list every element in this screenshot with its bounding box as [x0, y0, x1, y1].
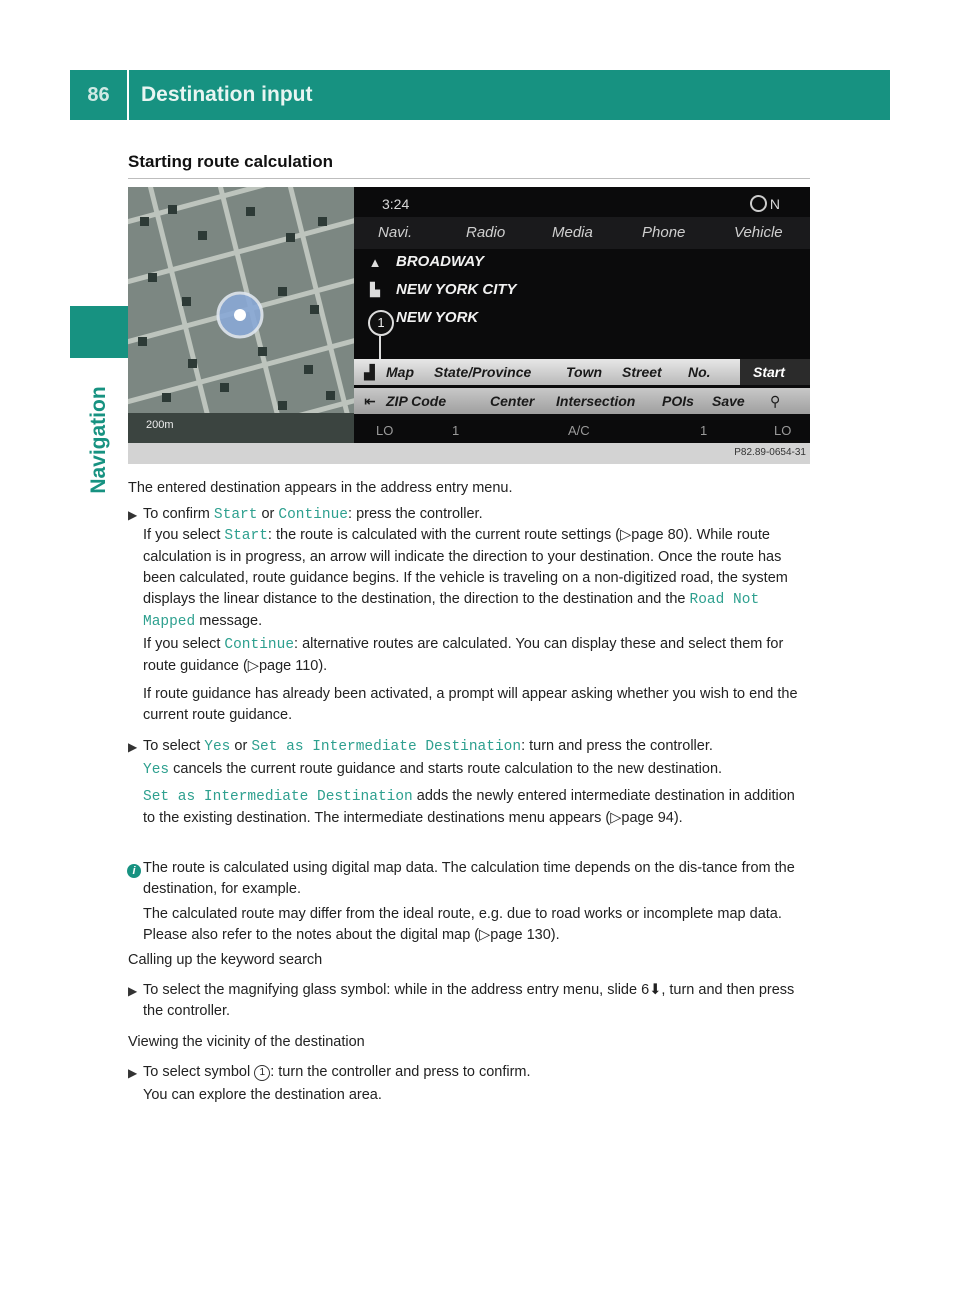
menu-tab-media[interactable]: Media: [552, 224, 593, 241]
destination-street: BROADWAY: [396, 253, 485, 270]
section-title: Starting route calculation: [128, 152, 333, 171]
page-ref-icon: ▷: [610, 810, 622, 826]
text-run: To confirm: [143, 506, 214, 522]
start-button-label: Start: [753, 364, 785, 380]
text-run: If you select: [143, 527, 225, 543]
vicinity-icon[interactable]: ▟: [364, 364, 375, 380]
text-run: , turn and then press the controller.: [143, 982, 795, 1019]
main-menu-bar: [354, 217, 810, 249]
paragraph-explore: You can explore the destination area.: [143, 1087, 382, 1103]
intro-paragraph: The entered destination appears in the address entry menu.: [128, 480, 513, 496]
option-number[interactable]: No.: [688, 364, 711, 380]
street-icon: ▲: [368, 255, 382, 270]
city-icon: ▙: [370, 282, 380, 297]
entry-row-1: [354, 359, 810, 385]
info-icon: i: [127, 864, 141, 878]
text-run: To select symbol: [143, 1064, 255, 1080]
start-button[interactable]: [740, 359, 810, 385]
text-run: adds the newly entered intermediate destination in addition to the existing destination. The intermediate destinations menu appears (: [143, 788, 795, 826]
option-save[interactable]: Save: [712, 393, 745, 409]
page-number: 86: [87, 84, 110, 106]
code-start: Start: [213, 507, 258, 523]
destination-state: NEW YORK: [396, 309, 479, 326]
option-zip[interactable]: ZIP Code: [386, 393, 447, 409]
figure-caption-strip: [128, 443, 810, 464]
option-pois[interactable]: POIs: [662, 393, 694, 409]
paragraph-prompt: If route guidance has already been activated, a prompt will appear asking whether you wish to end the current route guidance.: [143, 686, 798, 723]
map-view: [128, 187, 354, 443]
paragraph-start: [143, 525, 810, 633]
option-center[interactable]: Center: [490, 393, 535, 409]
menu-tab-navi[interactable]: Navi.: [378, 224, 413, 241]
paragraph-yes: [143, 759, 810, 781]
back-icon[interactable]: ⇤: [364, 393, 376, 409]
step-arrow-icon: ▶: [128, 740, 138, 754]
map-scale: 200m: [146, 419, 174, 431]
page-ref-icon: ▷: [479, 927, 491, 943]
text-run: page 130).: [490, 927, 560, 943]
text-run: message.: [195, 613, 263, 629]
step-arrow-icon: ▶: [128, 508, 138, 522]
magnifier-icon[interactable]: ⚲: [770, 393, 781, 409]
map-graphic: [128, 187, 354, 443]
clock: 3:24: [382, 196, 410, 212]
step-arrow-icon: ▶: [128, 984, 138, 998]
text-run: To select: [143, 738, 205, 754]
fan-left: 1: [452, 423, 460, 438]
step-select-yes: [143, 736, 810, 758]
step-keyword-search: [143, 980, 810, 1022]
menu-tab-radio[interactable]: Radio: [466, 224, 506, 241]
option-intersection[interactable]: Intersection: [556, 393, 636, 409]
text-run: To select the magnifying glass symbol: while in the address entry menu, slide: [143, 982, 642, 998]
code-continue: Continue: [224, 637, 295, 653]
controller-slide-icon: 6: [641, 982, 650, 998]
option-street[interactable]: Street: [622, 364, 662, 380]
option-state[interactable]: State/Province: [434, 364, 532, 380]
text-run: page 80). While route calculation is in progress, an arrow will indicate the direction to your destination. Once the route has been calculated, route guidance begins. If the vehicle is traveling on a non-digitized road, the system displays the linear distance to the destination, the direction to the destination and the: [143, 527, 788, 607]
entry-row-2: [354, 388, 810, 414]
text-run: : alternative routes are calculated. You can display these and select them for route guidance (: [143, 636, 784, 674]
sidebar-label: [70, 375, 128, 505]
fan-right: 1: [700, 423, 708, 438]
text-run: : the route is calculated with the current route settings (: [267, 527, 621, 543]
text-run: page 94).: [621, 810, 683, 826]
step-select-symbol: [143, 1062, 810, 1083]
page-title: Destination input: [141, 83, 313, 106]
sidebar-tab-marker: [70, 306, 128, 358]
info-note-2: [143, 904, 810, 946]
text-run: The calculated route may differ from the ideal route, e.g. due to road works or incomplete map data. Please also refer to the notes about the digital map (: [143, 906, 782, 943]
code-road-not-mapped: Road Not Mapped: [143, 592, 760, 630]
code-start: Start: [224, 528, 268, 544]
compass-icon: [750, 195, 767, 212]
sidebar-label-text: Navigation: [87, 386, 110, 494]
header-divider: [127, 70, 129, 120]
subheading-keyword-search: Calling up the keyword search: [128, 952, 323, 968]
climate-bar: [354, 419, 810, 443]
code-yes: Yes: [143, 762, 170, 778]
text-run: page 110).: [258, 658, 328, 674]
option-town[interactable]: Town: [566, 364, 603, 380]
address-entry-menu: [354, 187, 810, 443]
callout-marker: 1: [368, 310, 394, 336]
figure-screenshot: [128, 187, 810, 464]
page-ref-icon: ▷: [620, 527, 632, 543]
menu-tab-vehicle[interactable]: Vehicle: [734, 224, 783, 241]
step-confirm: [143, 504, 810, 526]
paragraph-intermediate: [143, 786, 810, 829]
subheading-vicinity: Viewing the vicinity of the destination: [128, 1034, 365, 1050]
option-map[interactable]: Map: [386, 364, 414, 380]
text-run: or: [257, 506, 279, 522]
code-yes: Yes: [204, 739, 231, 755]
menu-tab-phone[interactable]: Phone: [642, 224, 686, 241]
compass-label: N: [769, 196, 780, 212]
code-intermediate-destination: Set as Intermediate Destination: [251, 739, 522, 755]
text-run: or: [230, 738, 252, 754]
text-run: : turn the controller and press to confirm.: [270, 1064, 531, 1080]
page-ref-icon: ▷: [247, 658, 259, 674]
code-continue: Continue: [278, 507, 349, 523]
code-intermediate-destination: Set as Intermediate Destination: [143, 789, 413, 805]
temp-left: LO: [376, 423, 394, 438]
text-run: : turn and press the controller.: [521, 738, 713, 754]
temp-right: LO: [774, 423, 792, 438]
ac-status: A/C: [568, 423, 590, 438]
step-arrow-icon: ▶: [128, 1066, 138, 1080]
compass: [750, 195, 780, 212]
figure-reference-code: P82.89-0654-31: [734, 447, 806, 458]
info-note-1: The route is calculated using digital map data. The calculation time depends on the dis-tance from the destination, for example.: [143, 860, 795, 897]
symbol-1-icon: 1: [254, 1065, 270, 1081]
destination-city: NEW YORK CITY: [396, 281, 517, 298]
section-divider: [128, 178, 810, 179]
text-run: : press the controller.: [348, 506, 483, 522]
text-run: If you select: [143, 636, 225, 652]
text-run: cancels the current route guidance and starts route calculation to the new destination.: [169, 761, 723, 777]
arrow-down-icon: ⬇: [649, 982, 662, 998]
paragraph-continue: [143, 634, 810, 677]
